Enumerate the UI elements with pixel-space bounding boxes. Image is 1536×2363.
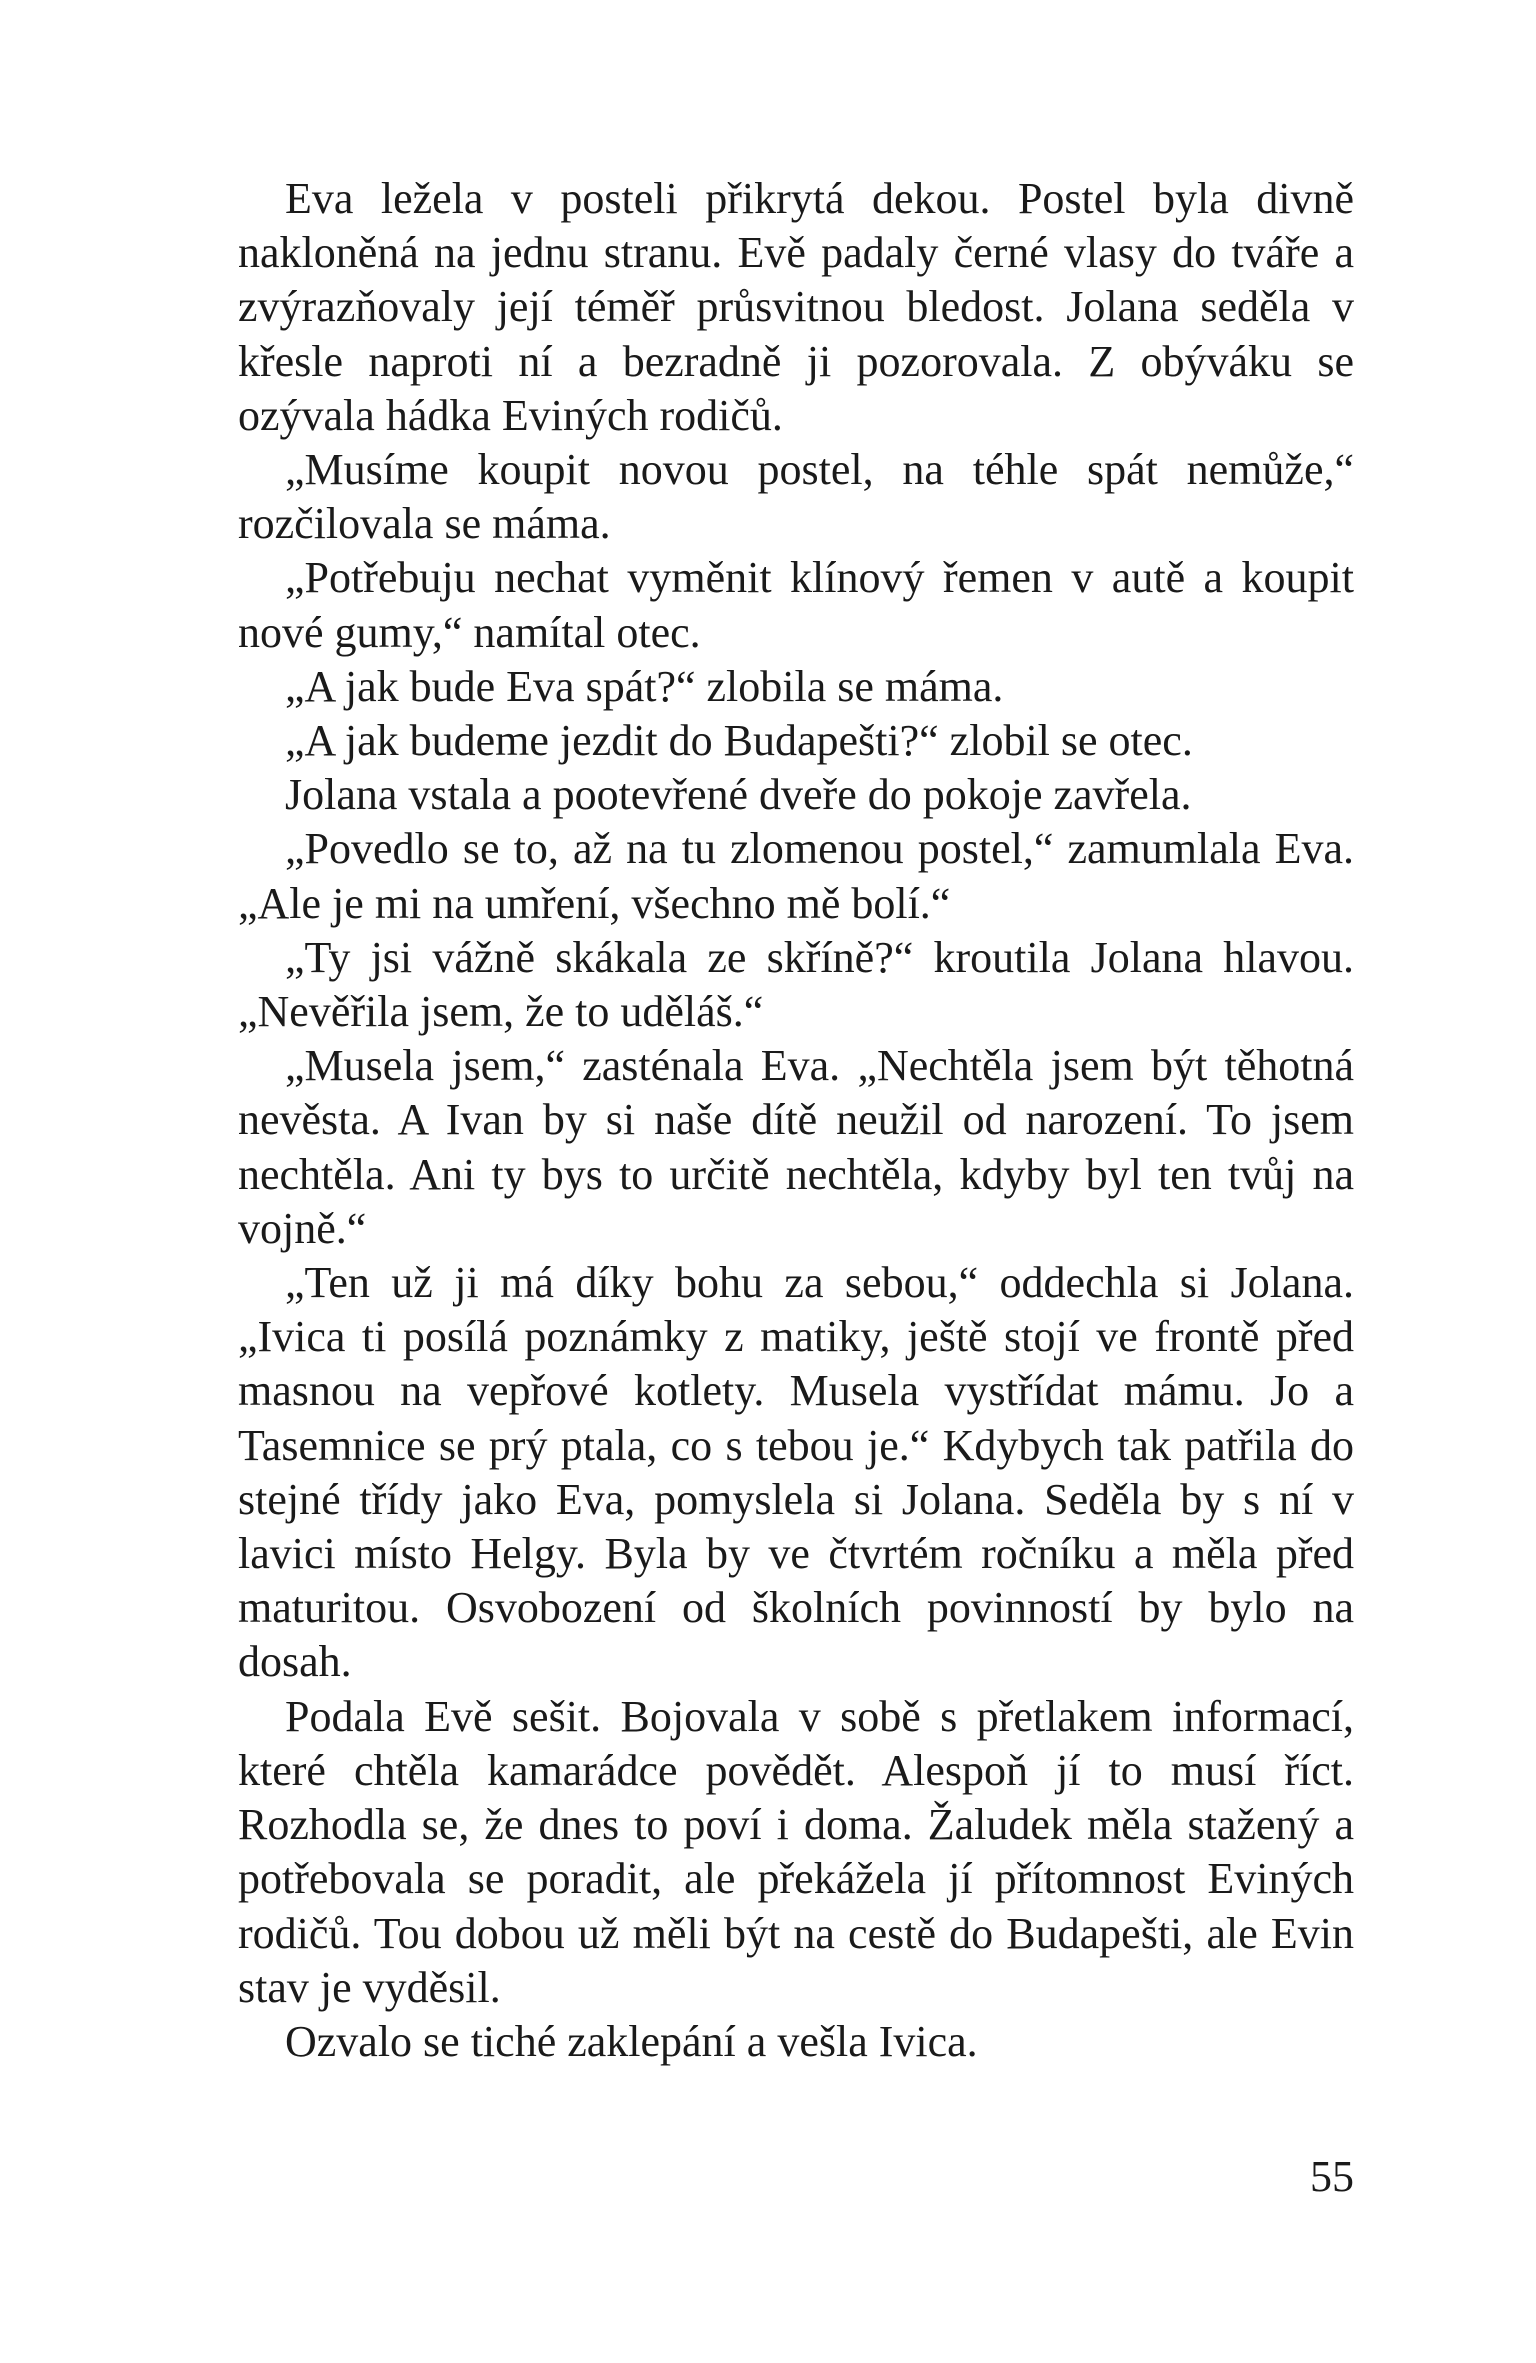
paragraph: „Povedlo se to, až na tu zlomenou postel,“ zamumlala Eva. „Ale je mi na umření, všechno mě bolí.“ (238, 824, 1354, 928)
paragraph: „Ty jsi vážně skákala ze skříně?“ kroutila Jolana hlavou. „Nevěřila jsem, že to uděláš.“ (238, 932, 1354, 1037)
paragraph: „Potřebuju nechat vyměnit klínový řemen v autě a koupit nové gumy,“ namítal otec. (238, 553, 1354, 657)
paragraph: Jolana vstala a pootevřené dveře do pokoje zavřela. (285, 770, 1192, 820)
body-text (238, 172, 1354, 2069)
paragraph: Ozvalo se tiché zaklepání a vešla Ivica. (285, 2016, 978, 2066)
paragraph: „Musela jsem,“ zasténala Eva. „Nechtěla jsem být těhotná nevěsta. A Ivan by si naše dítě neužil od narození. To jsem nechtěla. Ani ty bys to určitě nechtěla, kdyby byl ten tvůj na vojně.“ (238, 1041, 1354, 1253)
paragraph: „Ten už ji má díky bohu za sebou,“ oddechla si Jolana. „Ivica ti posílá poznámky z matiky, ještě stojí ve frontě před masnou na vepřové kotlety. Musela vystřídat mámu. Jo a Tasemnice se prý ptala, co s tebou je.“ Kdybych tak patřila do stejné třídy jako Eva, pomyslela si Jolana. Seděla by s ní v lavici místo Helgy. Byla by ve čtvrtém ročníku a měla před maturitou. Osvobození od školních povinností by bylo na dosah. (238, 1258, 1354, 1687)
paragraph: „A jak budeme jezdit do Budapešti?“ zlobil se otec. (285, 716, 1193, 766)
paragraph: „Musíme koupit novou postel, na téhle spát nemůže,“ rozčilovala se máma. (238, 445, 1354, 549)
paragraph: Podala Evě sešit. Bojovala v sobě s přetlakem informací, které chtěla kamarádce povědět. Alespoň jí to musí říct. Rozhodla se, že dnes to poví i doma. Žaludek měla stažený a potřebovala se poradit, ale překážela jí přítomnost Eviných rodičů. Tou dobou už měli být na cestě do Budapešti, ale Evin stav je vyděsil. (238, 1691, 1354, 2012)
paragraph: „A jak bude Eva spát?“ zlobila se máma. (285, 661, 1004, 711)
paragraph: Eva ležela v posteli přikrytá dekou. Postel byla divně nakloněná na jednu stranu. Evě padaly černé vlasy do tváře a zvýrazňovaly její téměř průsvitnou bledost. Jolana seděla v křesle naproti ní a bezradně ji pozorovala. Z obýváku se ozývala hádka Eviných rodičů. (238, 174, 1354, 440)
page-number: 55 (1310, 2152, 1354, 2201)
